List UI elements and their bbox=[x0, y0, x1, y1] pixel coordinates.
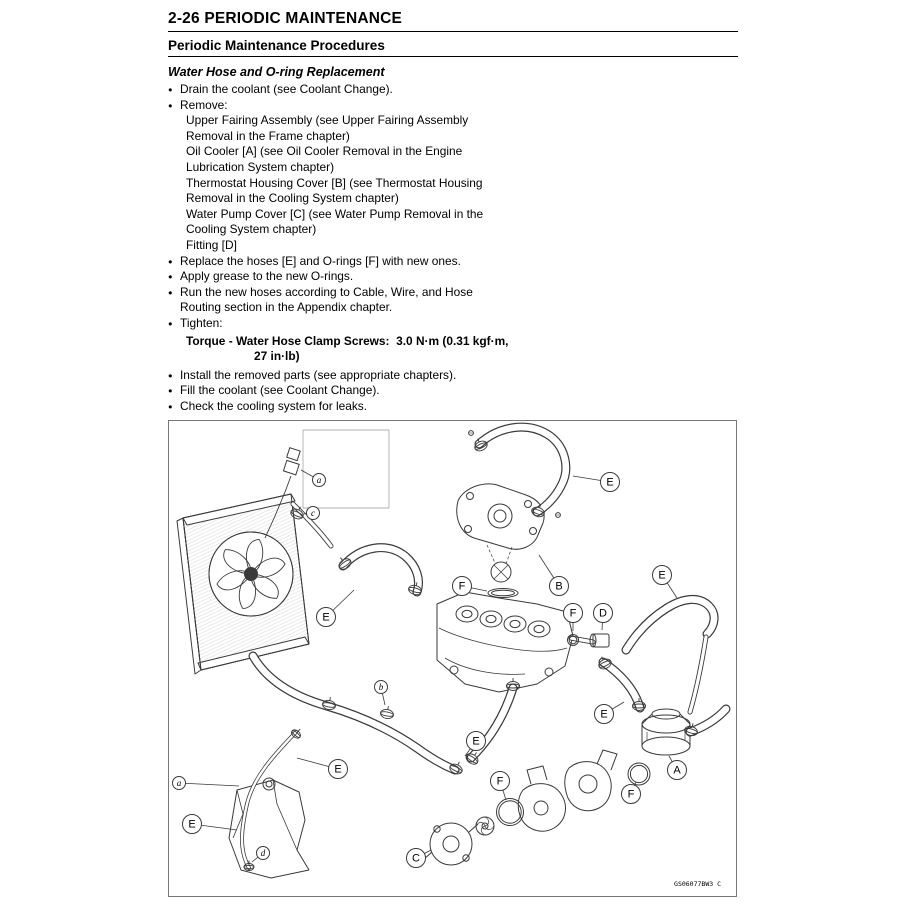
procedure-step-text: ● Remove: bbox=[168, 97, 228, 112]
bullet-icon: ● bbox=[168, 272, 173, 282]
procedure-substep: Fitting [D] bbox=[186, 237, 237, 252]
callout-a-label: a bbox=[176, 778, 182, 789]
callout-C-label: C bbox=[412, 853, 420, 866]
fan-connector bbox=[283, 461, 299, 475]
hoses-drawing bbox=[242, 428, 726, 869]
procedure-step bbox=[168, 399, 506, 415]
fitting-drawing bbox=[590, 634, 609, 647]
section-title: Periodic Maintenance Procedures bbox=[168, 38, 385, 53]
callout-D-label: D bbox=[599, 608, 607, 621]
procedure-step-text: ● Drain the coolant (see Coolant Change). bbox=[168, 82, 393, 96]
callout-E-label: E bbox=[188, 819, 196, 832]
pump-housing-drawing bbox=[565, 750, 617, 811]
procedure-step-text: ● Apply grease to the new O-rings. bbox=[168, 269, 354, 284]
callout-F-label: F bbox=[627, 789, 635, 802]
oil-cooler-oring-drawing bbox=[628, 763, 650, 785]
procedure-step bbox=[168, 254, 506, 270]
procedure-step-text: ● Run the new hoses according to Cable, Wire, and Hose Routing section in the Appendix chapter. bbox=[168, 284, 473, 315]
callout-B-label: B bbox=[555, 581, 563, 594]
procedure-step bbox=[168, 82, 506, 98]
callout-E-label: E bbox=[334, 764, 342, 777]
procedure-step-text: ● Install the removed parts (see appropriate chapters). bbox=[168, 367, 457, 382]
thermostat-drawing bbox=[491, 562, 511, 582]
torque-line-1: Torque - Water Hose Clamp Screws: 3.0 N·m (0.31 kgf·m, bbox=[186, 333, 509, 348]
callout-leader-line bbox=[179, 783, 239, 786]
page-header: 2-26 PERIODIC MAINTENANCE bbox=[168, 10, 403, 27]
bullet-icon: ● bbox=[168, 100, 173, 110]
procedure-step bbox=[168, 383, 506, 399]
bullet-icon: ● bbox=[168, 318, 173, 328]
callout-c-label: c bbox=[311, 508, 315, 519]
procedure-substep: Oil Cooler [A] (see Oil Cooler Removal in the Engine Lubrication System chapter) bbox=[186, 144, 463, 174]
header-rule bbox=[168, 31, 738, 32]
bullet-icon: ● bbox=[168, 386, 173, 396]
procedure-substep: Water Pump Cover [C] (see Water Pump Removal in the Cooling System chapter) bbox=[186, 206, 484, 237]
cooling-system-diagram bbox=[169, 421, 736, 896]
figure-box bbox=[168, 420, 737, 897]
impeller-drawing bbox=[476, 817, 494, 835]
bullet-icon: ● bbox=[168, 256, 173, 266]
thermostat-oring-drawing bbox=[488, 589, 518, 598]
procedure-step bbox=[168, 98, 506, 254]
procedure-step-text: ● Replace the hoses [E] and O-rings [F] with new ones. bbox=[168, 253, 461, 268]
bullet-icon: ● bbox=[168, 85, 173, 94]
radiator-drawing bbox=[177, 448, 309, 674]
callout-b-label: b bbox=[378, 682, 384, 693]
procedure-step-text: ● Fill the coolant (see Coolant Change). bbox=[168, 383, 380, 398]
procedure-steps bbox=[168, 82, 509, 414]
callout-F-label: F bbox=[496, 776, 504, 789]
callout-E-label: E bbox=[600, 709, 608, 722]
procedure-step bbox=[168, 368, 506, 384]
construction-rectangle bbox=[303, 430, 389, 508]
torque-spec bbox=[168, 333, 509, 365]
callout-E-label: E bbox=[472, 736, 480, 749]
callout-d-label: d bbox=[260, 848, 266, 859]
callout-A-label: A bbox=[673, 765, 681, 778]
engine-drawing bbox=[437, 592, 573, 692]
callout-F-label: F bbox=[569, 608, 577, 621]
procedure-step-text: ● Check the cooling system for leaks. bbox=[168, 398, 368, 413]
procedure-step-text: ● Tighten: bbox=[168, 315, 223, 330]
section-rule bbox=[168, 56, 738, 57]
bullet-icon: ● bbox=[168, 287, 173, 297]
figure-code: GS06077BW3 C bbox=[674, 880, 721, 889]
procedure-step bbox=[168, 285, 506, 316]
torque-line-2: 27 in·lb) bbox=[254, 349, 300, 364]
callout-E-label: E bbox=[606, 477, 614, 490]
callout-F-label: F bbox=[458, 581, 466, 594]
bullet-icon: ● bbox=[168, 370, 173, 380]
page-content bbox=[168, 10, 738, 897]
procedure-step bbox=[168, 316, 506, 332]
procedure-substep: Upper Fairing Assembly (see Upper Fairing Assembly Removal in the Frame chapter) bbox=[186, 113, 469, 143]
procedure-substep: Thermostat Housing Cover [B] (see Thermostat Housing Removal in the Cooling System chapter) bbox=[186, 175, 483, 206]
callout-E-label: E bbox=[322, 612, 330, 625]
callout-E-label: E bbox=[658, 570, 666, 583]
procedure-step bbox=[168, 269, 506, 285]
hose-clamps-drawing bbox=[244, 436, 699, 870]
callout-a-label: a bbox=[316, 475, 322, 486]
bullet-icon: ● bbox=[168, 401, 173, 411]
subsection-title: Water Hose and O-ring Replacement bbox=[168, 65, 385, 79]
